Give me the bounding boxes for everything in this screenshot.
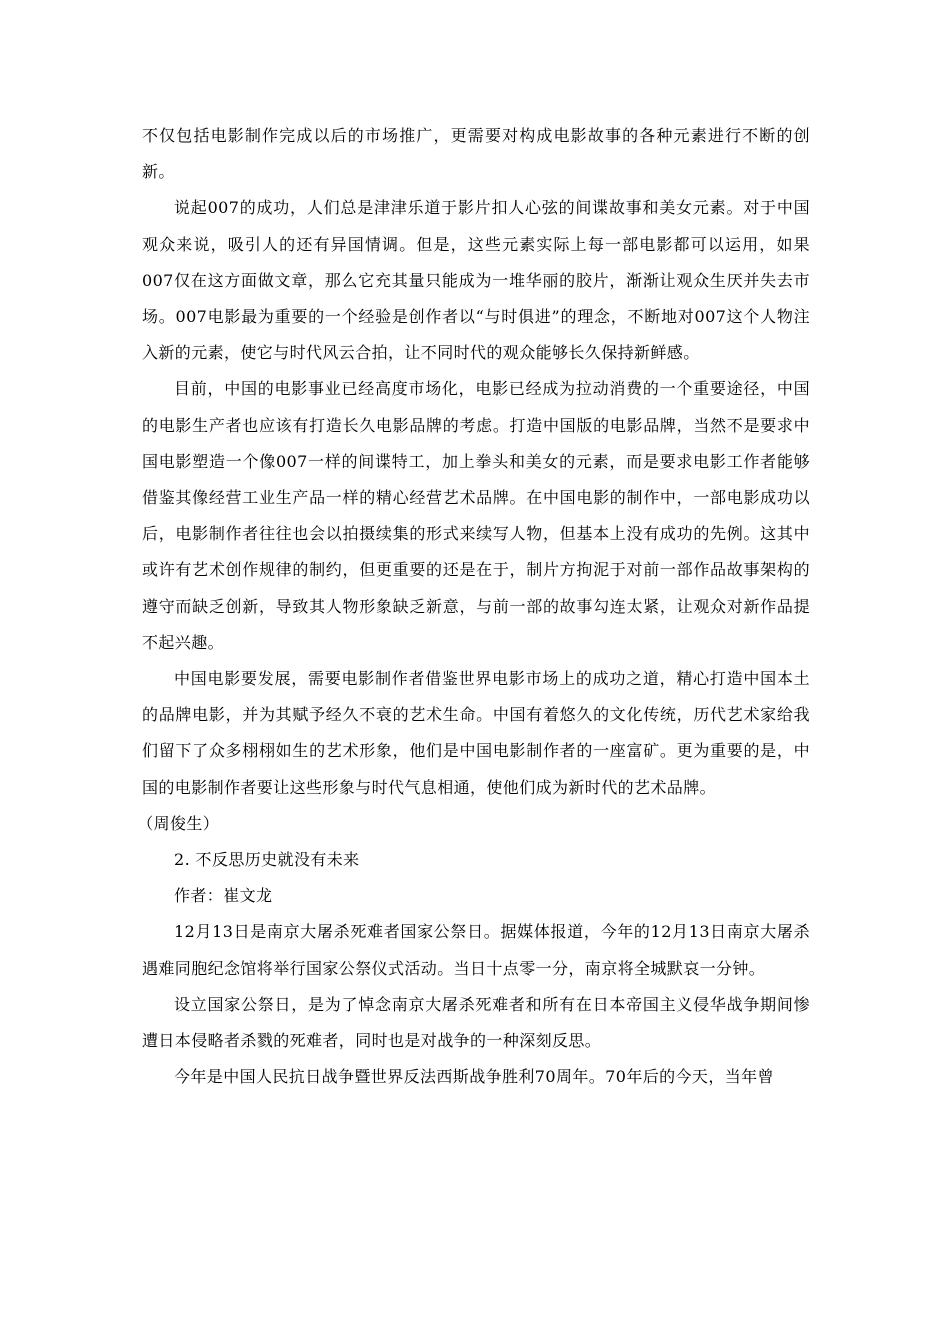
- paragraph-china-film-brand: 目前，中国的电影事业已经高度市场化，电影已经成为拉动消费的一个重要途径，中国的电影生产者也应该有打造长久电影品牌的考虑。打造中国版的电影品牌，当然不是要求中国电影塑造一个像007一样的间谍特工，加上拳头和美女的元素，而是要求电影工作者能够借鉴其像经营工业生产品一样的精心经营艺术品牌。在中国电影的制作中，一部电影成功以后，电影制作者往往也会以拍摄续集的形式来续写人物，但基本上没有成功的先例。这其中或许有艺术创作规律的制约，但更重要的还是在于，制片方拘泥于对前一部作品故事架构的遵守而缺乏创新，导致其人物形象缺乏新意，与前一部的故事勾连太紧，让观众对新作品提不起兴趣。: [142, 379, 810, 652]
- paragraph-china-film-development: 中国电影要发展，需要电影制作者借鉴世界电影市场上的成功之道，精心打造中国本土的品牌电影，并为其赋予经久不衰的艺术生命。中国有着悠久的文化传统，历代艺术家给我们留下了众多栩栩如生的艺术形象，他们是中国电影制作者的一座富矿。更为重要的是，中国的电影制作者要让这些形象与时代气息相通，使他们成为新时代的艺术品牌。: [142, 669, 810, 797]
- document-body: [137, 118, 810, 1095]
- author-line: 作者：崔文龙: [174, 886, 273, 906]
- paragraph-007-success: 说起007的成功，人们总是津津乐道于影片扣人心弦的间谍故事和美女元素。对于中国观众来说，吸引人的还有异国情调。但是，这些元素实际上每一部电影都可以运用，如果007仅在这方面做文章，那么它充其量只能成为一堆华丽的胶片，渐渐让观众生厌并失去市场。007电影最为重要的一个经验是创作者以“与时俱进”的理念，不断地对007这个人物注入新的元素，使它与时代风云合拍，让不同时代的观众能够长久保持新鲜感。: [142, 198, 810, 363]
- paragraph-anniversary: 今年是中国人民抗日战争暨世界反法西斯战争胜利70周年。70年后的今天，当年曾: [174, 1067, 774, 1087]
- paragraph-continuation: 不仅包括电影制作完成以后的市场推广，更需要对构成电影故事的各种元素进行不断的创新。: [142, 126, 810, 182]
- author-signature: （周俊生）: [137, 813, 220, 833]
- paragraph-memorial-day: 12月13日是南京大屠杀死难者国家公祭日。据媒体报道，今年的12月13日南京大屠杀遇难同胞纪念馆将举行国家公祭仪式活动。当日十点零一分，南京将全城默哀一分钟。: [142, 922, 810, 978]
- paragraph-memorial-purpose: 设立国家公祭日，是为了悼念南京大屠杀死难者和所有在日本帝国主义侵华战争期间惨遭日本侵略者杀戮的死难者，同时也是对战争的一种深刻反思。: [142, 994, 810, 1051]
- section-title: 2. 不反思历史就没有未来: [174, 850, 360, 870]
